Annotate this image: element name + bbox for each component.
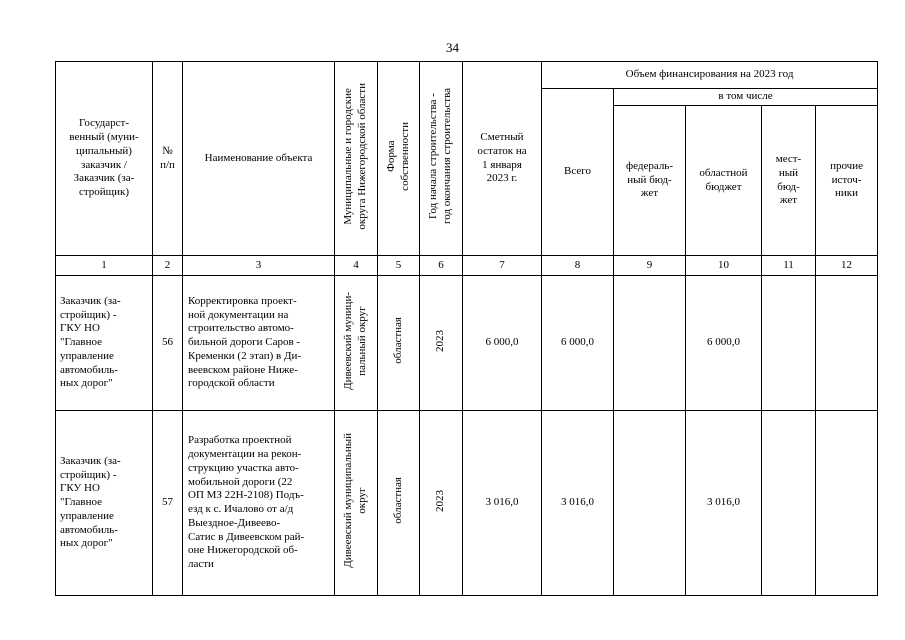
ownership-text: областная <box>391 317 404 364</box>
total-cell: 6 000,0 <box>542 276 614 411</box>
table-row <box>56 411 878 596</box>
district-cell <box>335 411 378 596</box>
other-cell <box>816 411 878 596</box>
years-text: 2023 <box>434 489 447 512</box>
header-other: прочие источ- ники <box>816 106 878 256</box>
table-row <box>56 276 878 411</box>
column-number: 8 <box>542 256 614 276</box>
federal-cell <box>614 276 686 411</box>
object-name-cell: Разработка проектной документации на рекон- струкцию участка авто- мобильной дороги (22 ОП МЗ 22Н-2108) Подъ- езд к с. Ичалово от а/д Выездное-Дивеево- Сатис в Дивеевском рай- оне Нижегородской об- ласти <box>183 411 335 596</box>
other-cell <box>816 276 878 411</box>
ownership-cell <box>378 276 420 411</box>
header-years: Год начала строительства - год окончания строительства <box>427 88 453 225</box>
header-regional: областной бюджет <box>686 106 762 256</box>
header-local: мест- ный бюд- жет <box>762 106 816 256</box>
header-total: Всего <box>542 89 614 256</box>
local-cell <box>762 411 816 596</box>
estimate-cell: 6 000,0 <box>463 276 542 411</box>
column-number: 10 <box>686 256 762 276</box>
total-cell: 3 016,0 <box>542 411 614 596</box>
header-customer: Государст- венный (муни- ципальный) заказчик / Заказчик (за- стройщик) <box>56 62 153 256</box>
header-years-cell <box>420 62 463 256</box>
district-text: Дивеевский муниципальный округ <box>342 433 368 568</box>
header-object-name: Наименование объекта <box>183 62 335 256</box>
object-name-cell: Корректировка проект- ной документации на строительство автомо- бильной дороги Саров - Кременки (2 этап) в Ди- веевском районе Ниже- городской области <box>183 276 335 411</box>
column-number: 3 <box>183 256 335 276</box>
header-district-cell <box>335 62 378 256</box>
column-number: 7 <box>463 256 542 276</box>
ownership-text: областная <box>391 477 404 524</box>
customer-cell: Заказчик (за- стройщик) - ГКУ НО "Главное управление автомобиль- ных дорог" <box>56 276 153 411</box>
column-number: 5 <box>378 256 420 276</box>
column-number: 6 <box>420 256 463 276</box>
column-number: 2 <box>153 256 183 276</box>
header-number: № п/п <box>153 62 183 256</box>
row-number-cell: 56 <box>153 276 183 411</box>
estimate-cell: 3 016,0 <box>463 411 542 596</box>
header-ownership-cell <box>378 62 420 256</box>
header-estimate: Сметный остаток на 1 января 2023 г. <box>463 62 542 256</box>
column-number: 4 <box>335 256 378 276</box>
column-number: 9 <box>614 256 686 276</box>
years-text: 2023 <box>434 329 447 352</box>
header-financing: Объем финансирования на 2023 год <box>542 62 878 89</box>
column-number: 12 <box>816 256 878 276</box>
years-cell <box>420 276 463 411</box>
federal-cell <box>614 411 686 596</box>
financing-table <box>55 61 878 596</box>
header-district: Муниципальные и городские округа Нижегородской области <box>342 82 368 230</box>
regional-cell: 6 000,0 <box>686 276 762 411</box>
page-number: 34 <box>446 40 459 55</box>
ownership-cell <box>378 411 420 596</box>
header-including: в том числе <box>614 89 878 106</box>
years-cell <box>420 411 463 596</box>
customer-cell: Заказчик (за- стройщик) - ГКУ НО "Главное управление автомобиль- ных дорог" <box>56 411 153 596</box>
column-number: 1 <box>56 256 153 276</box>
regional-cell: 3 016,0 <box>686 411 762 596</box>
district-cell <box>335 276 378 411</box>
local-cell <box>762 276 816 411</box>
header-ownership: Форма собственности <box>384 121 411 191</box>
row-number-cell: 57 <box>153 411 183 596</box>
column-number-row <box>56 256 878 276</box>
header-federal: федераль- ный бюд- жет <box>614 106 686 256</box>
district-text: Дивеевский муници- пальный округ <box>342 291 368 390</box>
column-number: 11 <box>762 256 816 276</box>
